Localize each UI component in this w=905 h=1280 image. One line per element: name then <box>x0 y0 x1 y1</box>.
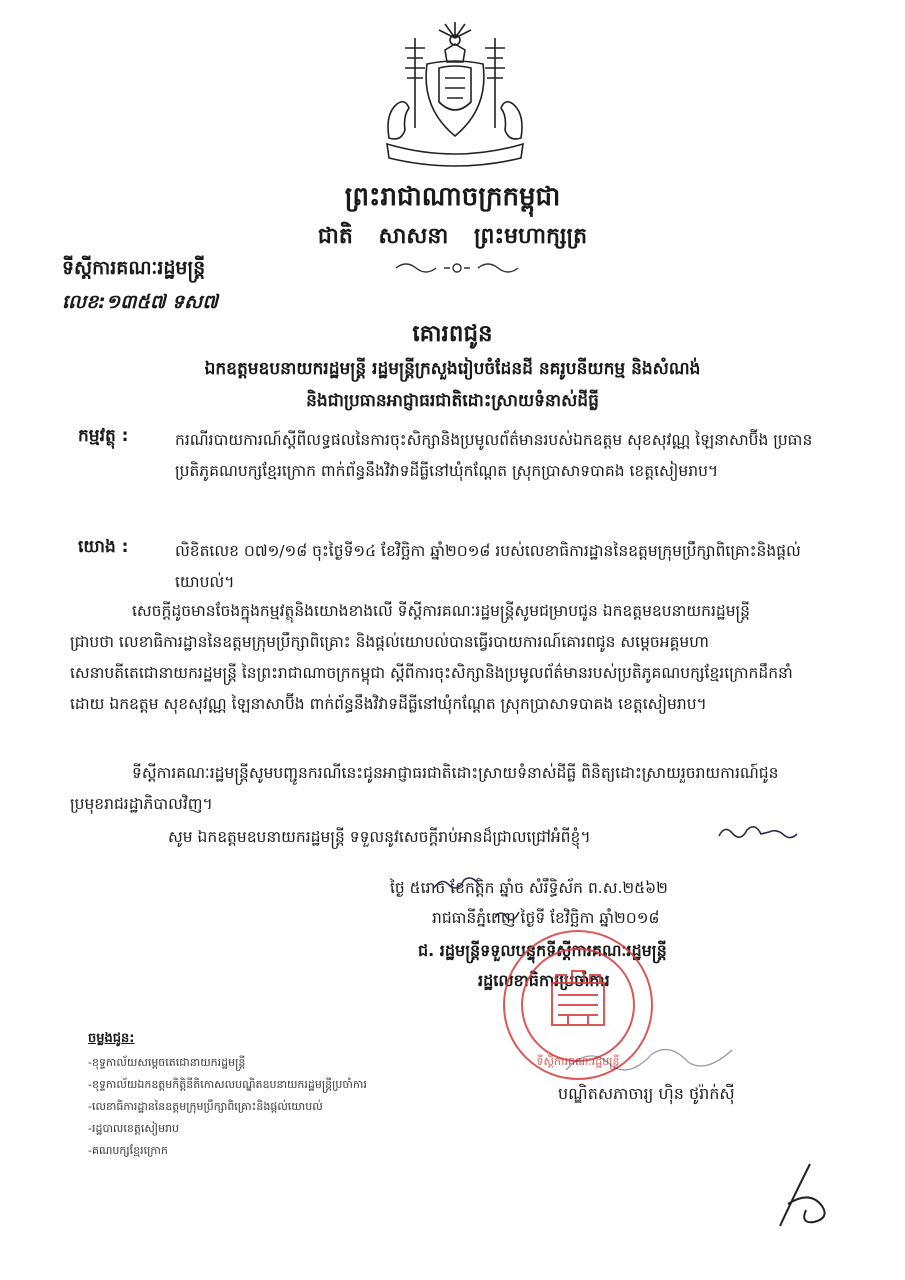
body-paragraph-1: សេចក្ដីដូចមានចែងក្នុងកម្មវត្ថុនិងយោងខាងលើ ទីស្ដីការគណៈរដ្ឋមន្ត្រីសូមជម្រាបជូន ឯកឧត្ដមឧបនាយករដ្ឋមន្ត្រី ជ្រាបថា លេខាធិការដ្ឋាននៃឧត្ដមក្រុមប្រឹក្សាពិគ្រោះ និងផ្ដល់យោបល់បានធ្វើរបាយការណ៍គោរពជូន សម្ដេចអគ្គមហាសេនាបតីតេជោនាយករដ្ឋមន្ត្រី នៃព្រះរាជាណាចក្រកម្ពុជា ស្ដីពីការចុះសិក្សានិងប្រមូលព័ត៌មានរបស់ប្រតិភូគណបក្សខ្មែរក្រោកដឹកនាំដោយ ឯកឧត្ដម សុខសុវណ្ណ ឡៃនាសាប៊ីង ពាក់ព័ន្ធនឹងវិវាទដីធ្លីនៅឃុំកណ្ដែត ស្រុកប្រាសាទបាគង ខេត្តសៀមរាប។ <box>70 602 793 713</box>
divider-ornament-icon <box>392 258 522 278</box>
document-number: លេខ:១៣៥៧ ទស៧ <box>62 291 218 313</box>
national-motto: ជាតិ សាសនា ព្រះមហាក្សត្រ <box>317 224 588 249</box>
cc-item: -ខុទ្ទកាល័យឯកឧត្ដមកិត្តិនីតិកោសលបណ្ឌិតឧបនាយករដ្ឋមន្ត្រីប្រចាំការ <box>88 1078 367 1091</box>
reference-label: យោង : <box>78 537 129 557</box>
cc-list <box>88 1052 367 1162</box>
subject-label: កម្មវត្ថុ : <box>78 426 129 446</box>
handwritten-initials-icon <box>770 1160 840 1230</box>
cc-title: ចម្លងជូន: <box>88 1031 135 1046</box>
handwritten-mark-icon <box>715 818 800 848</box>
lunar-date: ថ្ងៃ ៥រោច ខែកត្ដិក ឆ្នាំច សំរឹទ្ធិស័ក ព.ស.២៥៦២ <box>390 879 668 897</box>
kingdom-name: ព្រះរាជាណាចក្រកម្ពុជា <box>344 182 561 212</box>
cc-item: -រដ្ឋបាលខេត្តសៀមរាប <box>88 1122 180 1135</box>
handwritten-day-icon <box>430 870 485 896</box>
cc-item: -គណបក្សខ្មែរក្រោក <box>88 1144 168 1157</box>
seal-text: ទីស្ដីការគណៈរដ្ឋមន្ត្រី <box>536 1055 620 1068</box>
reference-text: លិខិតលេខ ០៧១/១៨ ចុះថ្ងៃទី១៤ ខែវិច្ឆិកា ឆ្នាំ២០១៨ របស់លេខាធិការដ្ឋាននៃឧត្ដមក្រុមប្រឹក្សាពិគ្រោះនិងផ្ដល់យោបល់។ <box>175 542 801 591</box>
signer-name: បណ្ឌិតសភាចារ្យ ហ៊ិន ថូរ៉ាក់ស៊ី <box>558 1084 735 1103</box>
issuing-office: ទីស្ដីការគណៈរដ្ឋមន្ត្រី <box>62 257 206 279</box>
cc-item: -ខុទ្ទកាល័យសម្ដេចតេជោនាយករដ្ឋមន្ត្រី <box>88 1056 246 1069</box>
closing-line: សូម ឯកឧត្ដមឧបនាយករដ្ឋមន្ត្រី ទទួលនូវសេចក្ដីរាប់អានដ៏ជ្រាលជ្រៅអំពីខ្ញុំ។ <box>168 828 591 846</box>
recipient-line-1: ឯកឧត្ដមឧបនាយករដ្ឋមន្ត្រី រដ្ឋមន្ត្រីក្រសួងរៀបចំដែនដី នគរូបនីយកម្ម និងសំណង់ <box>204 359 701 379</box>
solar-date: រាជធានីភ្នំពេញ ថ្ងៃទី ខែវិច្ឆិកា ឆ្នាំ២០១៨ <box>432 909 660 927</box>
signatory-position: រដ្ឋលេខាធិការប្រចាំការ <box>478 971 610 990</box>
salutation-heading: គោរពជូន <box>412 321 493 347</box>
subject-text: ករណីរបាយការណ៍ស្ដីពីលទ្ធផលនៃការចុះសិក្សានិងប្រមូលព័ត៌មានរបស់ឯកឧត្ដម សុខសុវណ្ណ ឡៃនាសាប៊ីង ប្រធានប្រតិភូគណបក្សខ្មែរក្រោក ពាក់ព័ន្ធនឹងវិវាទដីធ្លីនៅឃុំកណ្ដែត ស្រុកប្រាសាទបាគង ខេត្តសៀមរាប។ <box>175 431 813 480</box>
signatory-title: ជ. រដ្ឋមន្ត្រីទទួលបន្ទុកទីស្ដីការគណៈរដ្ឋមន្ត្រី <box>418 941 667 960</box>
royal-emblem-icon <box>375 18 535 168</box>
signature-scribble-icon <box>560 1040 740 1080</box>
cc-item: -លេខាធិការដ្ឋាននៃឧត្ដមក្រុមប្រឹក្សាពិគ្រោះនិងផ្ដល់យោបល់ <box>88 1100 323 1113</box>
recipient-line-2: និងជាប្រធានអាជ្ញាធរជាតិដោះស្រាយទំនាស់ដីធ្លី <box>306 391 599 411</box>
body-paragraph-2: ទីស្ដីការគណៈរដ្ឋមន្ត្រីសូមបញ្ជូនករណីនេះជូនអាជ្ញាធរជាតិដោះស្រាយទំនាស់ដីធ្លី ពិនិត្យដោះស្រាយរួចរាយការណ៍ជូនប្រមុខរាជរដ្ឋាភិបាលវិញ។ <box>70 764 779 813</box>
handwritten-date-icon <box>492 904 522 926</box>
